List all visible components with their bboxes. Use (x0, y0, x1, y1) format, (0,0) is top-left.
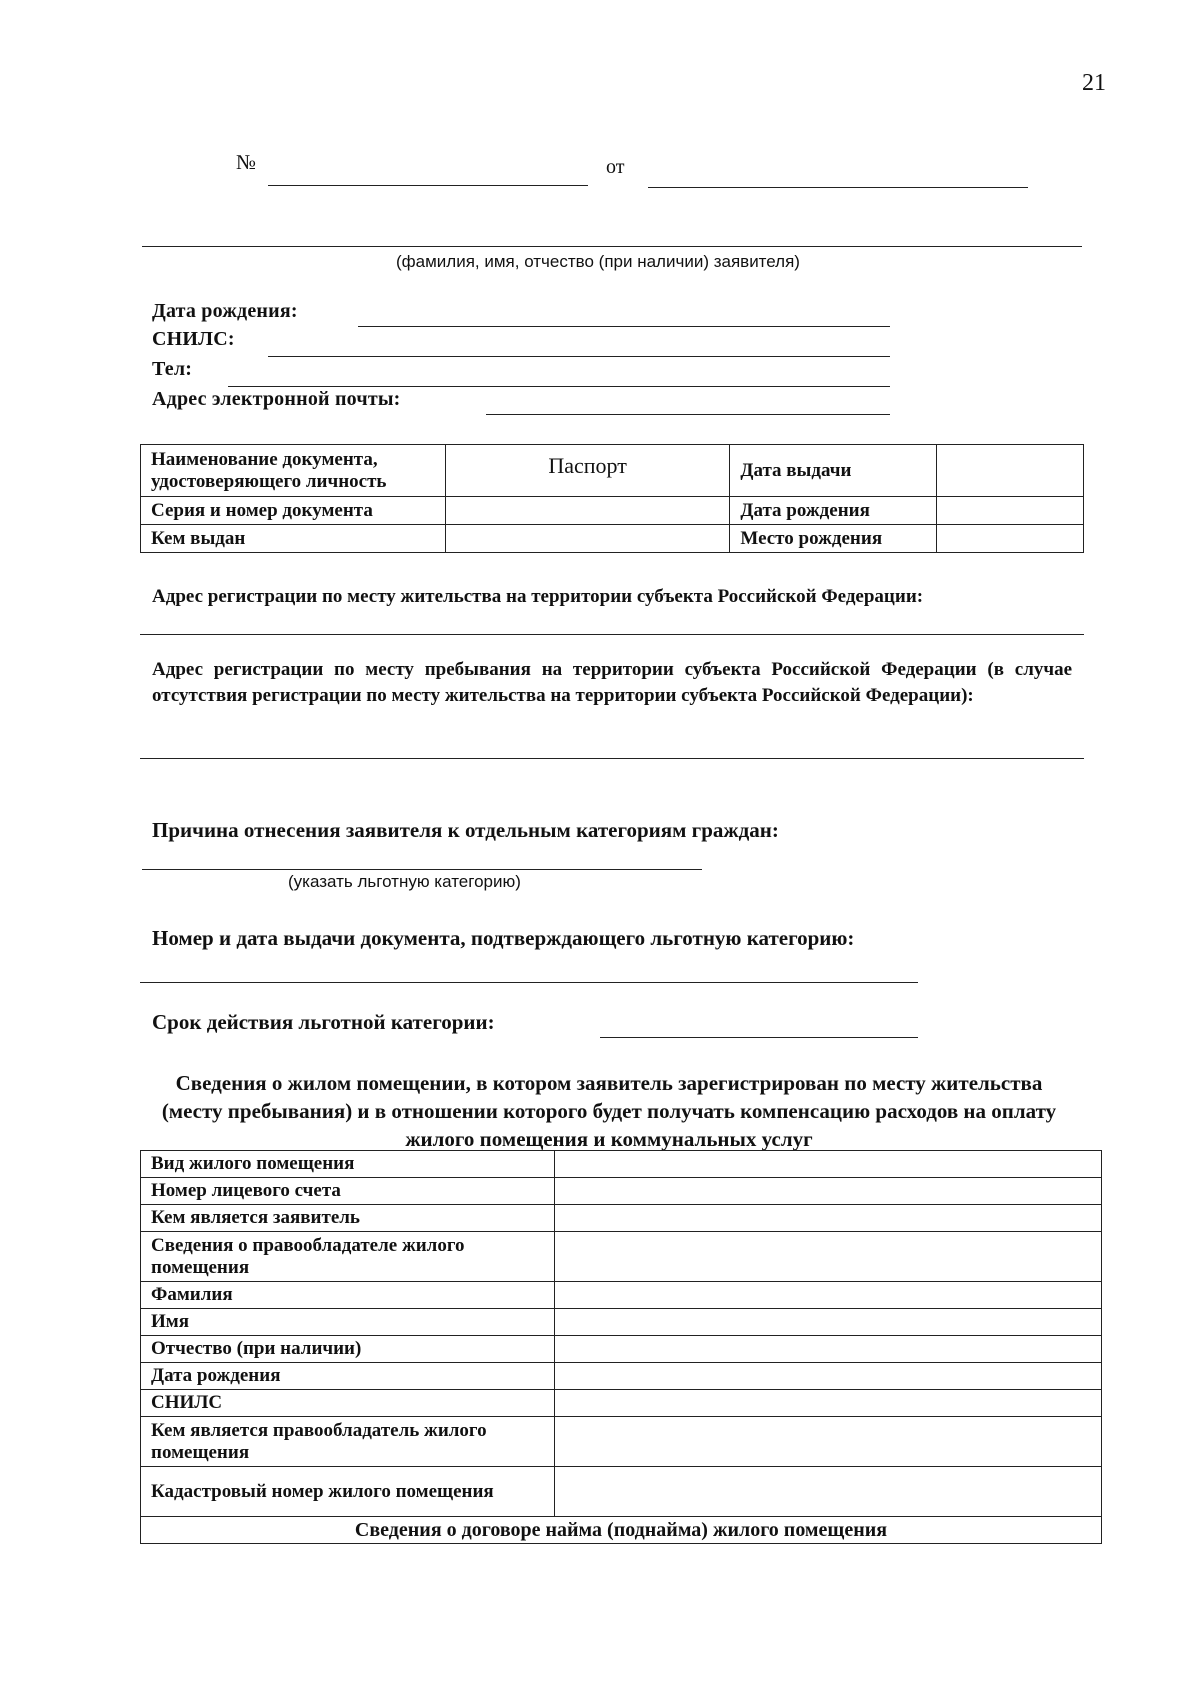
housing-row-value[interactable] (554, 1390, 1101, 1417)
housing-row-value[interactable] (554, 1336, 1101, 1363)
housing-row-value[interactable] (554, 1232, 1101, 1282)
category-validity-label: Срок действия льготной категории: (152, 1010, 495, 1034)
id-birth-date-value[interactable] (937, 497, 1084, 525)
snils-label: СНИЛС: (152, 328, 235, 350)
housing-heading: Сведения о жилом помещении, в котором заявитель зарегистрирован по месту жительства (месту пребывания) и в отношении которого будет получать компенсацию расходов на оплату жилого помещения и коммунальных услуг (161, 1071, 1057, 1151)
number-field[interactable] (268, 185, 588, 186)
housing-row-label: Кем является заявитель (141, 1205, 555, 1232)
identity-document-table (140, 444, 1084, 553)
housing-row-value[interactable] (554, 1467, 1101, 1517)
housing-row-value[interactable] (554, 1178, 1101, 1205)
email-field[interactable] (486, 414, 890, 415)
issue-date-label: Дата выдачи (730, 445, 937, 497)
housing-row-label: Номер лицевого счета (141, 1178, 555, 1205)
phone-label: Тел: (152, 358, 193, 380)
birth-date-field[interactable] (358, 326, 890, 327)
applicant-name-caption: (фамилия, имя, отчество (при наличии) заявителя) (396, 252, 800, 271)
housing-row-label: Отчество (при наличии) (141, 1336, 555, 1363)
housing-row-label: Дата рождения (141, 1363, 555, 1390)
doc-name-label: Наименование документа, удостоверяющего личность (141, 445, 446, 497)
birth-place-label: Место рождения (730, 525, 937, 553)
residence-address-label: Адрес регистрации по месту жительства на территории субъекта Российской Федерации: (152, 586, 924, 607)
date-field[interactable] (648, 187, 1028, 188)
housing-row-label: Вид жилого помещения (141, 1151, 555, 1178)
housing-row-label: Кем является правообладатель жилого помещения (141, 1417, 555, 1467)
housing-row-label: Фамилия (141, 1282, 555, 1309)
issued-by-label: Кем выдан (141, 525, 446, 553)
housing-row-label: СНИЛС (141, 1390, 555, 1417)
lease-heading: Сведения о договоре найма (поднайма) жилого помещения (141, 1517, 1102, 1544)
category-reason-field[interactable] (142, 869, 702, 870)
series-number-value[interactable] (445, 497, 730, 525)
email-label: Адрес электронной почты: (152, 388, 401, 410)
housing-row-value[interactable] (554, 1363, 1101, 1390)
housing-row-value[interactable] (554, 1309, 1101, 1336)
doc-name-value[interactable]: Паспорт (445, 445, 730, 497)
category-document-field[interactable] (140, 982, 918, 983)
birth-date-label: Дата рождения: (152, 300, 298, 322)
issue-date-value[interactable] (937, 445, 1084, 497)
category-reason-label: Причина отнесения заявителя к отдельным категориям граждан: (152, 818, 779, 842)
birth-place-value[interactable] (937, 525, 1084, 553)
housing-table (140, 1150, 1102, 1544)
category-document-label: Номер и дата выдачи документа, подтверждающего льготную категорию: (152, 926, 855, 950)
stay-address-field[interactable] (140, 758, 1084, 759)
series-number-label: Серия и номер документа (141, 497, 446, 525)
housing-row-label: Сведения о правообладателе жилого помещения (141, 1232, 555, 1282)
category-reason-caption: (указать льготную категорию) (288, 872, 521, 891)
category-validity-field[interactable] (600, 1037, 918, 1038)
housing-row-label: Кадастровый номер жилого помещения (141, 1467, 555, 1517)
applicant-name-field[interactable] (142, 246, 1082, 247)
residence-address-field[interactable] (140, 634, 1084, 635)
issued-by-value[interactable] (445, 525, 730, 553)
housing-row-value[interactable] (554, 1151, 1101, 1178)
page-number: 21 (1082, 70, 1106, 96)
housing-row-value[interactable] (554, 1282, 1101, 1309)
id-birth-date-label: Дата рождения (730, 497, 937, 525)
snils-field[interactable] (268, 356, 890, 357)
housing-row-value[interactable] (554, 1205, 1101, 1232)
housing-row-value[interactable] (554, 1417, 1101, 1467)
phone-field[interactable] (228, 386, 890, 387)
stay-address-label: Адрес регистрации по месту пребывания на территории субъекта Российской Федерации (в случае отсутствия регистрации по месту жительства на территории субъекта Российской Федерации): (152, 659, 1072, 706)
from-label: от (606, 156, 625, 178)
number-sign: № (236, 150, 257, 174)
housing-row-label: Имя (141, 1309, 555, 1336)
